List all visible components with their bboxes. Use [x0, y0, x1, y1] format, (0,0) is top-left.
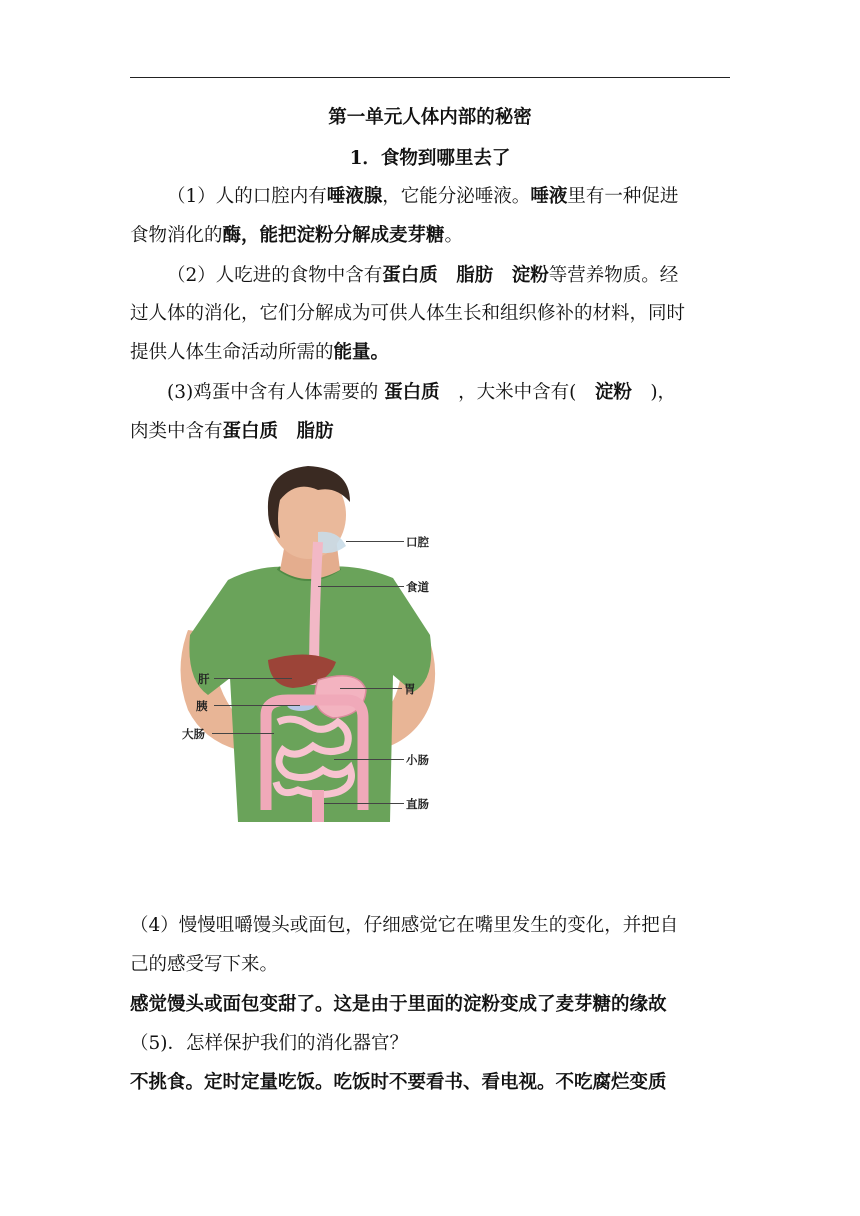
leader-line-mouth [346, 541, 404, 542]
label-pancreas: 胰 [196, 699, 208, 713]
header-rule [130, 77, 730, 78]
paragraph-3-line-2: 肉类中含有蛋白质 脂肪 [130, 421, 334, 442]
leader-line-esophagus [318, 586, 404, 587]
label-esophagus: 食道 [406, 580, 429, 594]
label-large-intestine: 大肠 [182, 727, 205, 741]
paragraph-2-line-1: （2）人吃进的食物中含有蛋白质 脂肪 淀粉等营养物质。经 [167, 265, 679, 286]
leader-line-stomach [340, 688, 402, 689]
label-small-intestine: 小肠 [406, 753, 429, 767]
leader-line-large-intestine [212, 733, 274, 734]
lesson-title: 1．食物到哪里去了 [349, 148, 511, 169]
unit-title: 第一单元人体内部的秘密 [328, 107, 532, 128]
paragraph-4-line-1: （4）慢慢咀嚼馒头或面包，仔细感觉它在嘴里发生的变化，并把自 [130, 915, 679, 936]
paragraph-2-line-3: 提供人体生命活动所需的能量。 [130, 342, 390, 363]
leader-line-liver [214, 678, 292, 679]
paragraph-4-line-2: 己的感受写下来。 [130, 954, 279, 975]
leader-line-small-intestine [334, 759, 404, 760]
label-rectum: 直肠 [406, 797, 429, 811]
paragraph-1-line-1: （1）人的口腔内有唾液腺，它能分泌唾液。唾液里有一种促进 [167, 186, 679, 207]
leader-line-rectum [324, 803, 404, 804]
paragraph-1-line-2: 食物消化的酶，能把淀粉分解成麦芽糖。 [130, 225, 464, 246]
paragraph-3-line-1: (3)鸡蛋中含有人体需要的 蛋白质 ，大米中含有( 淀粉 )， [167, 382, 677, 403]
leader-line-pancreas [214, 705, 300, 706]
paragraph-5-answer: 不挑食。定时定量吃饭。吃饭时不要看书、看电视。不吃腐烂变质 [130, 1072, 667, 1093]
paragraph-2-line-2: 过人体的消化，它们分解成为可供人体生长和组织修补的材料，同时 [130, 303, 686, 324]
paragraph-5-question: （5)．怎样保护我们的消化器官？ [130, 1033, 408, 1054]
label-liver: 肝 [198, 672, 210, 686]
label-stomach: 胃 [404, 682, 416, 696]
paragraph-4-answer: 感觉馒头或面包变甜了。这是由于里面的淀粉变成了麦芽糖的缘故 [130, 994, 667, 1015]
label-mouth: 口腔 [406, 535, 429, 549]
